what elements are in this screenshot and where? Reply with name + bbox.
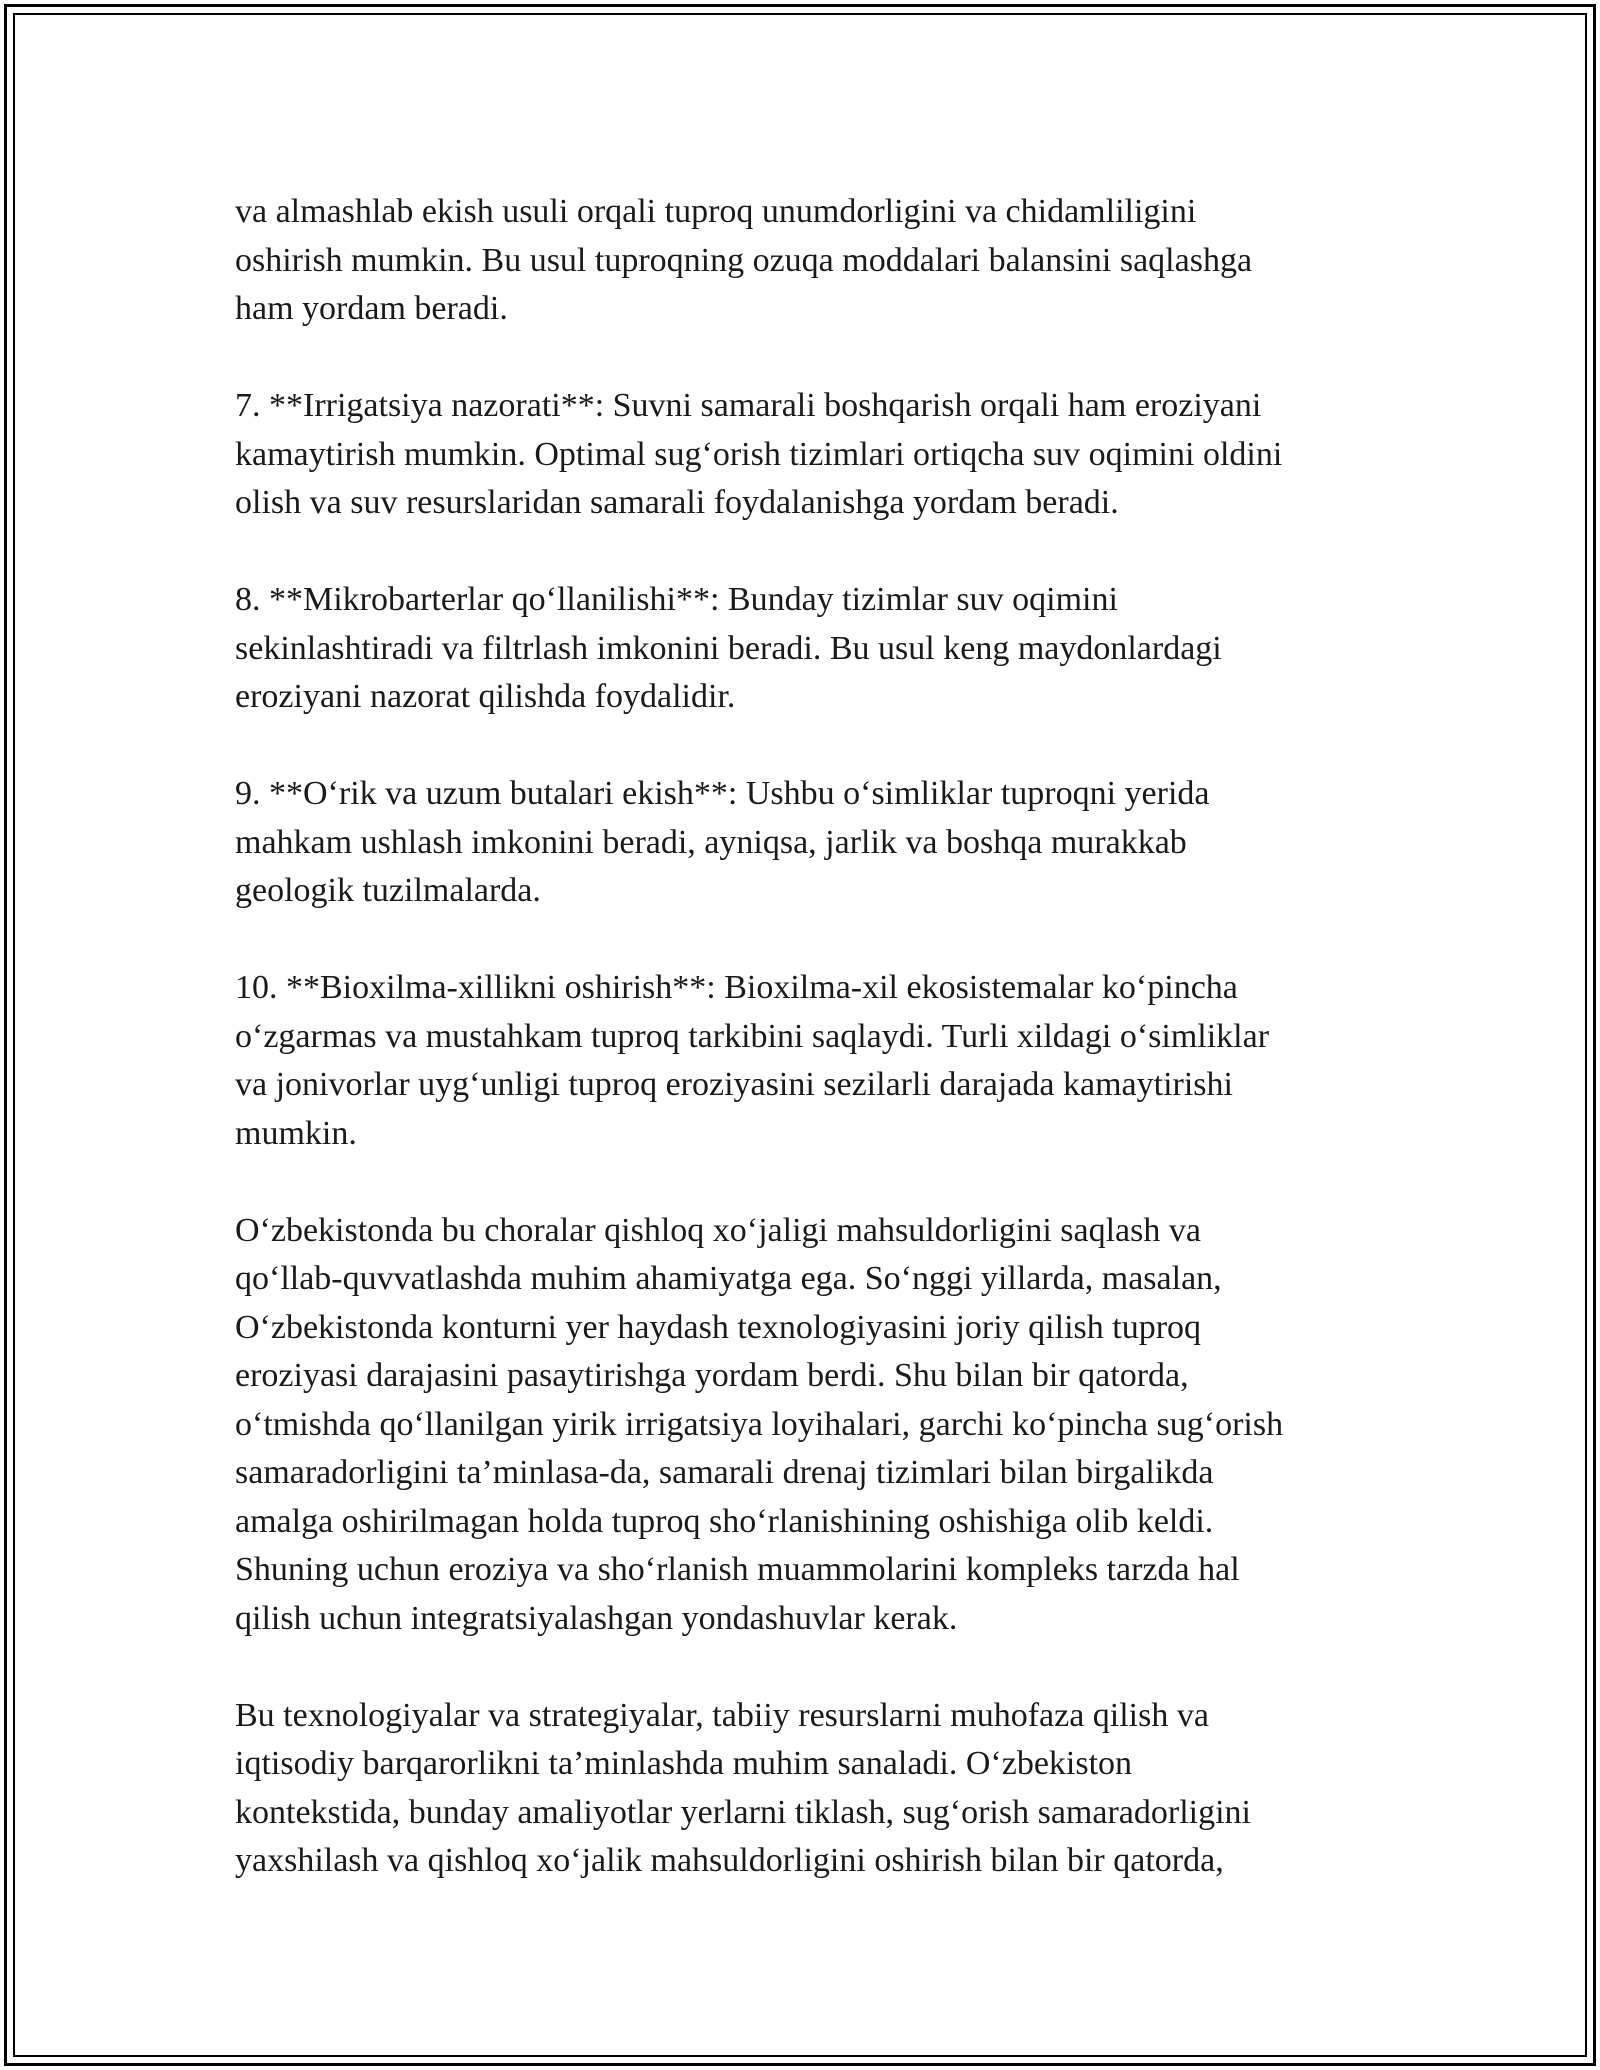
text-line: 9. **O‘rik va uzum butalari ekish**: Ushbu o‘simliklar tuproqni yerida: [235, 775, 1210, 812]
paragraph-item-8-microbarriers: [235, 576, 1375, 722]
paragraph-technologies-strategies: [235, 1692, 1375, 1886]
text-line: qilish uchun integratsiyalashgan yondashuvlar kerak.: [235, 1599, 958, 1637]
text-line: geologik tuzilmalarda.: [235, 872, 541, 909]
text-line: va almashlab ekish usuli orqali tuproq unumdorligini va chidamliligini: [235, 193, 1197, 230]
text-line: o‘zgarmas va mustahkam tuproq tarkibini saqlaydi. Turli xildagi o‘simliklar: [235, 1017, 1270, 1055]
text-line: 10. **Bioxilma-xillikni oshirish**: Bioxilma-xil ekosistemalar ko‘pincha: [235, 969, 1238, 1006]
paragraph-item-9-shrubs: [235, 770, 1375, 916]
text-line: mahkam ushlash imkonini beradi, ayniqsa, jarlik va boshqa murakkab: [235, 823, 1187, 861]
paragraph-item-10-biodiversity: [235, 964, 1375, 1158]
text-line: O‘zbekistonda bu choralar qishloq xo‘jaligi mahsuldorligini saqlash va: [235, 1211, 1201, 1249]
text-line: olish va suv resurslaridan samarali foydalanishga yordam beradi.: [235, 484, 1119, 521]
text-line: mumkin.: [235, 1114, 357, 1152]
text-line: eroziyani nazorat qilishda foydalidir.: [235, 678, 736, 715]
text-line: O‘zbekistonda konturni yer haydash texnologiyasini joriy qilish tuproq: [235, 1308, 1202, 1346]
text-line: sekinlashtiradi va filtrlash imkonini beradi. Bu usul keng maydonlardagi: [235, 629, 1222, 667]
text-line: eroziyasi darajasini pasaytirishga yordam berdi. Shu bilan bir qatorda,: [235, 1357, 1189, 1394]
paragraph-crop-rotation: [235, 188, 1375, 334]
text-line: Bu texnologiyalar va strategiyalar, tabiiy resurslarni muhofaza qilish va: [235, 1696, 1209, 1734]
text-line: va jonivorlar uyg‘unligi tuproq eroziyasini sezilarli darajada kamaytirishi: [235, 1066, 1233, 1103]
text-line: amalga oshirilmagan holda tuproq sho‘rlanishining oshishiga olib keldi.: [235, 1502, 1214, 1540]
text-line: kamaytirish mumkin. Optimal sug‘orish tizimlari ortiqcha suv oqimini oldini: [235, 435, 1283, 473]
text-line: qo‘llab-quvvatlashda muhim ahamiyatga ega. So‘nggi yillarda, masalan,: [235, 1260, 1222, 1297]
paragraph-uzbekistan-measures: [235, 1207, 1375, 1644]
text-line: kontekstida, bunday amaliyotlar yerlarni tiklash, sug‘orish samaradorligini: [235, 1793, 1251, 1831]
text-line: samaradorligini ta’minlasa-da, samarali drenaj tizimlari bilan birgalikda: [235, 1454, 1214, 1491]
text-line: o‘tmishda qo‘llanilgan yirik irrigatsiya loyihalari, garchi ko‘pincha sug‘orish: [235, 1405, 1284, 1443]
text-line: 8. **Mikrobarterlar qo‘llanilishi**: Bunday tizimlar suv oqimini: [235, 581, 1118, 618]
document-body: [235, 188, 1375, 1934]
text-line: Shuning uchun eroziya va sho‘rlanish muammolarini kompleks tarzda hal: [235, 1551, 1240, 1588]
paragraph-item-7-irrigation: [235, 382, 1375, 528]
text-line: yaxshilash va qishloq xo‘jalik mahsuldorligini oshirish bilan bir qatorda,: [235, 1842, 1224, 1879]
text-line: ham yordam beradi.: [235, 290, 508, 327]
text-line: oshirish mumkin. Bu usul tuproqning ozuqa moddalari balansini saqlashga: [235, 241, 1253, 279]
text-line: iqtisodiy barqarorlikni ta’minlashda muhim sanaladi. O‘zbekiston: [235, 1745, 1133, 1782]
text-line: 7. **Irrigatsiya nazorati**: Suvni samarali boshqarish orqali ham eroziyani: [235, 387, 1262, 424]
